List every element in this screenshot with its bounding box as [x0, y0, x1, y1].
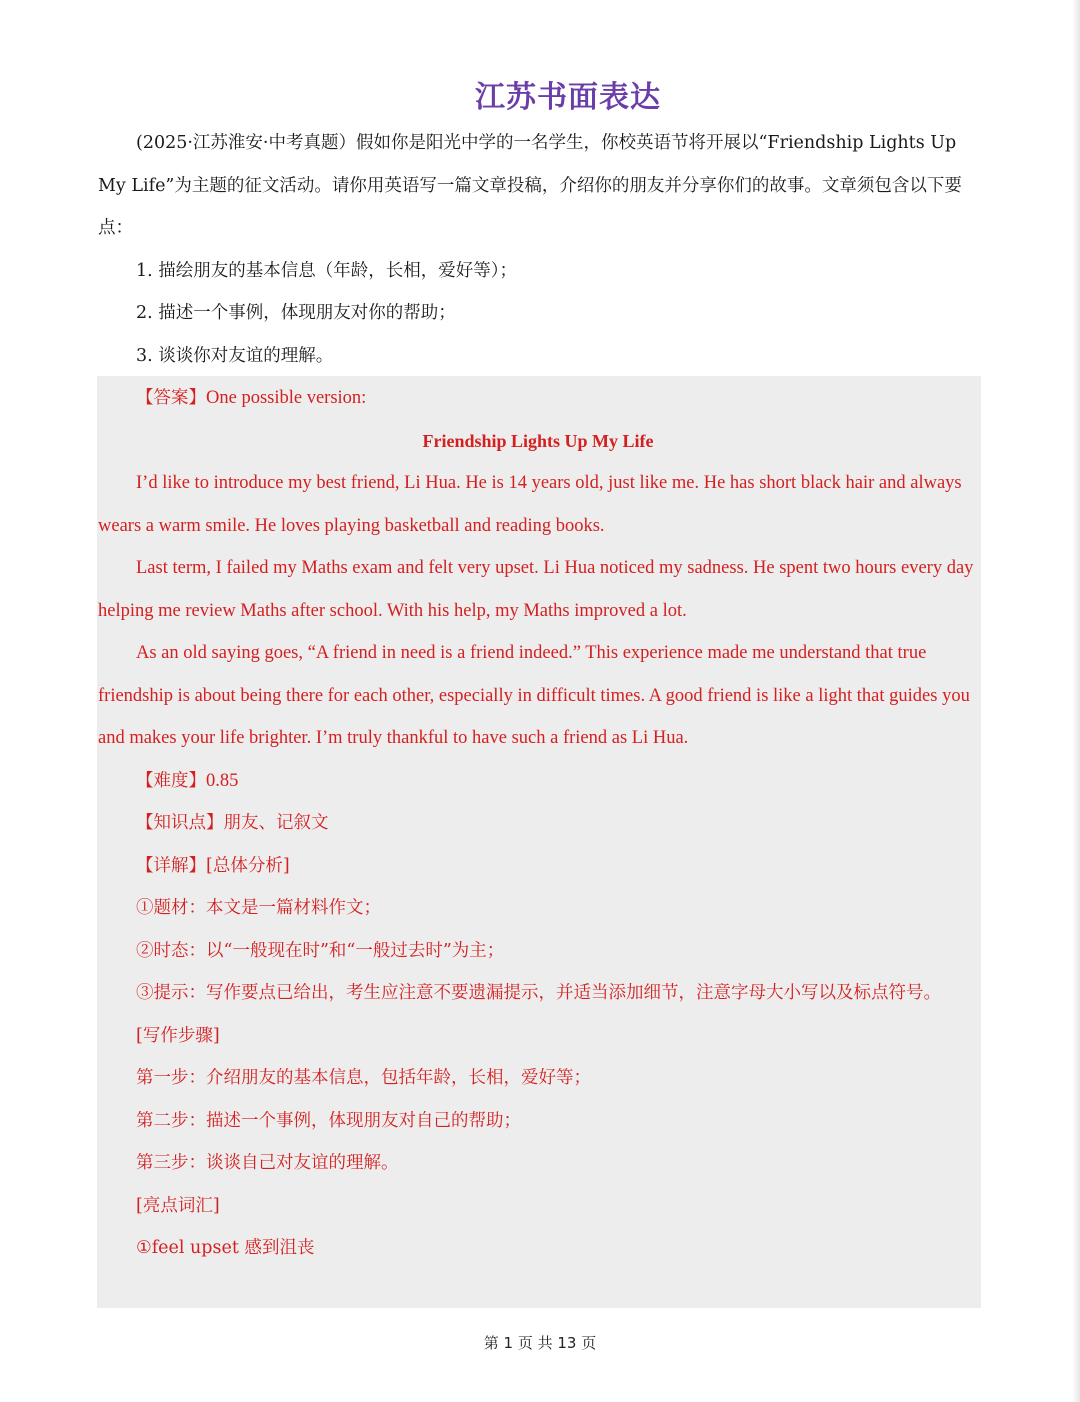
essay-paragraph: Last term, I failed my Maths exam and felt very upset. Li Hua noticed my sadness. He spent two hours every day helping me review Maths after school. With his help, my Maths improved a lot. [98, 558, 974, 621]
question-block [98, 122, 982, 377]
essay-paragraph: As an old saying goes, “A friend in need is a friend indeed.” This experience made me understand that true friendship is about being there for each other, especially in difficult times. A good friend is like a light that guides you and makes your life brighter. I’m truly thankful to have such a friend as Li Hua. [98, 643, 970, 748]
analysis-item: ②时态：以“一般现在时”和“一般过去时”为主； [136, 940, 505, 961]
analysis-item: ①题材：本文是一篇材料作文； [136, 898, 381, 918]
step-item: 第二步：描述一个事例，体现朋友对自己的帮助； [136, 1110, 521, 1131]
knowledge-label: 【知识点】 [136, 813, 224, 833]
knowledge-value: 朋友、记叙文 [223, 813, 329, 833]
page-title: 江苏书面表达 [475, 80, 661, 115]
vocab-item: ①feel upset 感到沮丧 [136, 1238, 315, 1258]
step-item: 第一步：介绍朋友的基本信息，包括年龄，长相，爱好等； [136, 1068, 591, 1088]
question-point: 3. 谈谈你对友谊的理解。 [136, 345, 334, 366]
step-item: 第三步：谈谈自己对友谊的理解。 [136, 1153, 399, 1173]
essay-paragraph: I’d like to introduce my best friend, Li Hua. He is 14 years old, just like me. He has short black hair and always wears a warm smile. He loves playing basketball and reading books. [98, 473, 962, 536]
difficulty-line [98, 760, 978, 803]
steps-heading: [写作步骤] [136, 1025, 220, 1046]
answer-label: 【答案】 [136, 388, 206, 408]
essay-title: Friendship Lights Up My Life [422, 430, 654, 451]
analysis-item: ③提示：写作要点已给出，考生应注意不要遗漏提示，并适当添加细节，注意字母大小写以及标点符号。 [136, 983, 941, 1003]
explain-label: 【详解】 [136, 855, 206, 876]
answer-header [98, 377, 978, 420]
question-point: 2. 描述一个事例，体现朋友对你的帮助； [136, 303, 456, 323]
knowledge-line [98, 802, 978, 845]
difficulty-value: 0.85 [206, 770, 239, 791]
answer-block [98, 377, 978, 1270]
question-intro: (2025·江苏淮安·中考真题）假如你是阳光中学的一名学生，你校英语节将开展以“Friendship Lights Up My Life”为主题的征文活动。请你用英语写一篇文章投稿，介绍你的朋友并分享你们的故事。文章须包含以下要点： [98, 133, 962, 238]
difficulty-label: 【难度】 [136, 770, 206, 791]
vocab-heading: [亮点词汇] [136, 1195, 220, 1216]
question-point: 1. 描绘朋友的基本信息（年龄，长相，爱好等）； [136, 260, 518, 281]
answer-version: One possible version: [206, 388, 367, 408]
page-footer: 第 1 页 共 13 页 [483, 1334, 597, 1352]
explain-line [98, 845, 978, 888]
page-edge-shadow [1072, 0, 1080, 1402]
explain-value: [总体分析] [206, 855, 290, 876]
